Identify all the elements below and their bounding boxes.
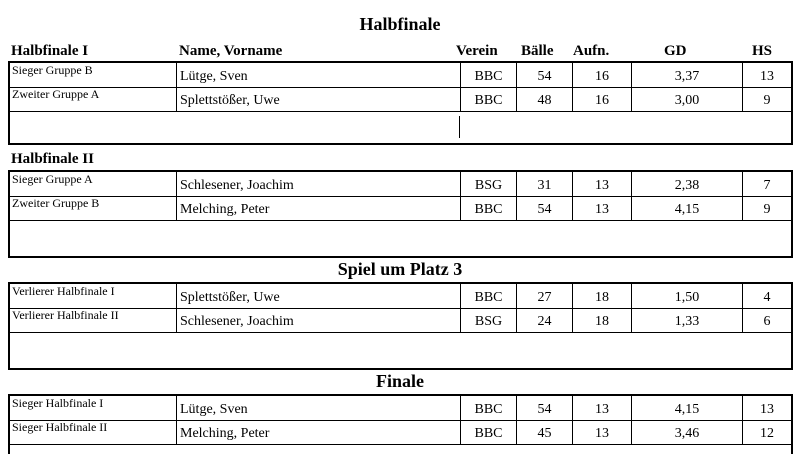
player-name: Schlesener, Joachim [177, 308, 461, 332]
blank-row [10, 112, 791, 143]
aufn-cell: 13 [573, 396, 632, 420]
aufn-cell: 13 [573, 420, 632, 444]
verein-cell: BBC [461, 196, 517, 220]
section-title-finale: Finale [376, 371, 424, 391]
hs-cell: 9 [763, 93, 771, 108]
aufn-cell: 18 [573, 284, 632, 308]
row-label: Sieger Halbfinale I [10, 396, 177, 420]
aufn-cell: 16 [573, 63, 632, 87]
verein-cell: BBC [461, 396, 517, 420]
table-finale [8, 394, 793, 454]
page-title: Halbfinale [359, 14, 441, 34]
verein-cell: BSG [461, 172, 517, 196]
aufn-cell: 18 [573, 308, 632, 332]
hs-cell: 13 [760, 69, 774, 84]
table-halbfinale-2 [8, 170, 793, 258]
divider [459, 116, 460, 138]
table-row [10, 87, 791, 112]
table-platz-3 [8, 282, 793, 370]
verein-cell: BBC [461, 284, 517, 308]
aufn-cell: 13 [573, 172, 632, 196]
baelle-cell: 54 [517, 63, 573, 87]
verein-cell: BBC [461, 87, 517, 111]
row-label: Zweiter Gruppe A [10, 87, 177, 111]
baelle-cell: 54 [517, 196, 573, 220]
table-row [10, 284, 791, 309]
header-verein: Verein [456, 43, 498, 59]
gd-cell: 4,15 [632, 196, 743, 220]
header-aufn: Aufn. [573, 43, 610, 59]
hs-cell: 7 [763, 178, 771, 193]
player-name: Melching, Peter [177, 196, 461, 220]
gd-cell: 3,37 [632, 63, 743, 87]
player-name: Splettstößer, Uwe [177, 87, 461, 111]
table-row [10, 172, 791, 197]
baelle-cell: 48 [517, 87, 573, 111]
row-label: Sieger Gruppe B [10, 63, 177, 87]
gd-cell: 1,33 [632, 308, 743, 332]
row-label: Zweiter Gruppe B [10, 196, 177, 220]
aufn-cell: 13 [573, 196, 632, 220]
gd-cell: 3,46 [632, 420, 743, 444]
hs-cell: 6 [763, 314, 771, 329]
baelle-cell: 31 [517, 172, 573, 196]
player-name: Melching, Peter [177, 420, 461, 444]
section-header-halbfinale-2 [0, 150, 800, 168]
verein-cell: BBC [461, 420, 517, 444]
header-baelle: Bälle [521, 43, 554, 59]
table-row [10, 308, 791, 333]
baelle-cell: 27 [517, 284, 573, 308]
hs-cell: 12 [760, 426, 774, 441]
player-name: Lütge, Sven [177, 396, 461, 420]
player-name: Schlesener, Joachim [177, 172, 461, 196]
table-row [10, 63, 791, 88]
hs-cell: 4 [763, 290, 771, 305]
table-row [10, 196, 791, 221]
gd-cell: 2,38 [632, 172, 743, 196]
gd-cell: 3,00 [632, 87, 743, 111]
baelle-cell: 54 [517, 396, 573, 420]
header-name: Name, Vorname [179, 43, 283, 59]
verein-cell: BBC [461, 63, 517, 87]
table-row [10, 396, 791, 421]
player-name: Lütge, Sven [177, 63, 461, 87]
player-name: Splettstößer, Uwe [177, 284, 461, 308]
row-label: Sieger Gruppe A [10, 172, 177, 196]
section-title-platz-3: Spiel um Platz 3 [337, 259, 463, 279]
header-gd: GD [664, 43, 687, 59]
table-halbfinale-1 [8, 61, 793, 145]
table-row [10, 420, 791, 445]
header-hs: HS [752, 43, 773, 59]
gd-cell: 1,50 [632, 284, 743, 308]
row-label: Sieger Halbfinale II [10, 420, 177, 444]
gd-cell: 4,15 [632, 396, 743, 420]
hs-cell: 9 [763, 202, 771, 217]
row-label: Verlierer Halbfinale II [10, 308, 177, 332]
hs-cell: 13 [760, 402, 774, 417]
aufn-cell: 16 [573, 87, 632, 111]
section-title-halbfinale-1: Halbfinale I [11, 43, 89, 59]
baelle-cell: 45 [517, 420, 573, 444]
verein-cell: BSG [461, 308, 517, 332]
row-label: Verlierer Halbfinale I [10, 284, 177, 308]
section-title-halbfinale-2: Halbfinale II [11, 151, 94, 167]
column-header-row [0, 42, 800, 60]
baelle-cell: 24 [517, 308, 573, 332]
